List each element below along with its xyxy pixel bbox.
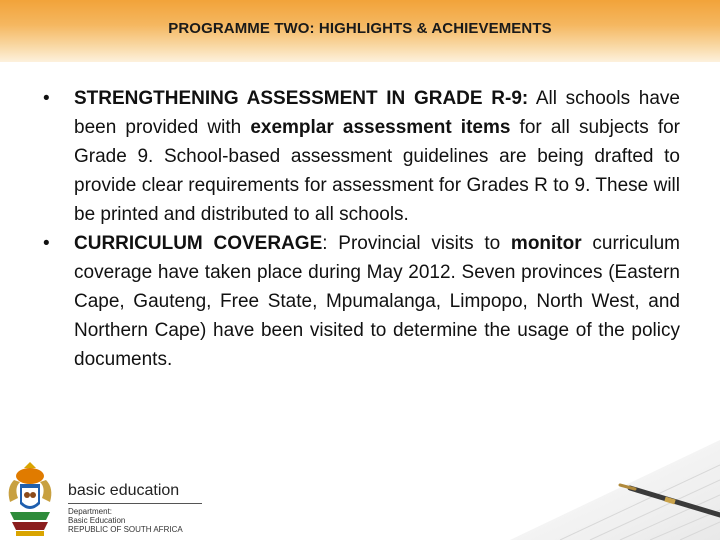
department-label <box>68 507 183 534</box>
bullet-dot-icon: • <box>43 88 50 109</box>
brand-divider <box>68 503 202 504</box>
slide-title: PROGRAMME TWO: HIGHLIGHTS & ACHIEVEMENTS <box>168 20 552 37</box>
bullet-curriculum <box>40 229 680 374</box>
bullet-dot-icon: • <box>43 233 50 254</box>
bullet-text: for all subjects for Grade 9. School-based assessment guidelines are being drafted to provide clear requirements for assessment for Grades R to 9. These will be printed and distributed to all schools. <box>74 117 680 225</box>
dept-line-2: Basic Education <box>68 516 126 525</box>
bullet-text: All schools have been provided with <box>74 88 680 138</box>
bullet-text: : Provincial visits to <box>322 233 511 254</box>
bullet-emphasis: monitor <box>510 233 582 254</box>
bullet-text: curriculum coverage have taken place during May 2012. Seven provinces (Eastern Cape, Gauteng, Free State, Mpumalanga, Limpopo, North West, and Northern Cape) have been visited to determine the usage of the policy documents. <box>74 233 681 370</box>
paper-pen-decoration <box>470 420 720 540</box>
bullet-emphasis: exemplar assessment items <box>250 117 511 138</box>
bullet-heading: STRENGTHENING ASSESSMENT IN GRADE R-9: <box>74 88 529 109</box>
dept-line-3: REPUBLIC OF SOUTH AFRICA <box>68 525 183 534</box>
bullet-assessment <box>40 84 680 229</box>
dept-line-1: Department: <box>68 507 113 516</box>
slide-content <box>40 84 680 374</box>
bullet-heading: CURRICULUM COVERAGE <box>74 233 323 254</box>
brand-name: basic education <box>68 482 180 499</box>
